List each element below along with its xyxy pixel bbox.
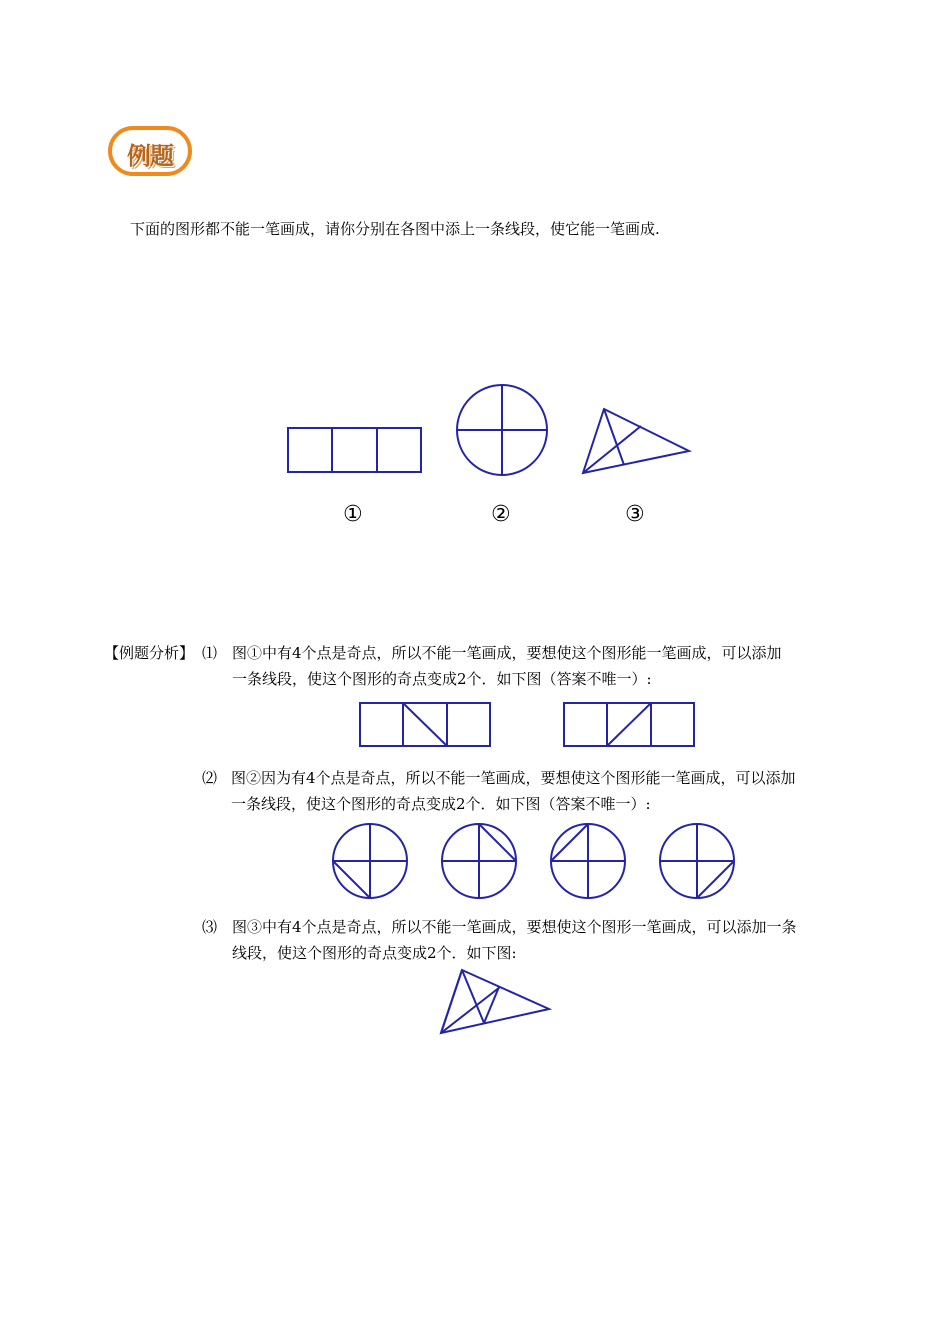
part-1-line-2: 一条线段，使这个图形的奇点变成2个．如下图（答案不唯一）: [232,670,652,688]
figure-label-2: ② [491,502,511,527]
part-2-line-1: 图②因为有4个点是奇点，所以不能一笔画成，要想使这个图形能一笔画成，可以添加 [231,769,796,787]
figure-1-rectangles [288,428,421,472]
part-1-line-1: 图①中有4个点是奇点，所以不能一笔画成，要想使这个图形能一笔画成，可以添加 [232,644,782,662]
problem-text: 下面的图形都不能一笔画成，请你分别在各图中添上一条线段，使它能一笔画成. [130,220,660,238]
answer-2-circle-c [551,824,625,898]
part-3-number: ⑶ [202,918,218,936]
answer-2-circle-b [442,824,516,898]
part-3-line-1: 图③中有4个点是奇点，所以不能一笔画成，要想使这个图形一笔画成，可以添加一条 [232,918,797,936]
analysis-heading: 【例题分析】 [104,644,195,662]
figure-3-triangle [583,409,689,473]
answer-2-circle-a [333,824,407,898]
answer-2-circle-d [660,824,734,898]
part-2-number: ⑵ [202,769,218,787]
part-1-number: ⑴ [202,644,218,662]
figure-label-3: ③ [625,502,645,527]
badge-label: 例题 [127,142,173,170]
figure-label-1: ① [343,502,363,527]
part-2-line-2: 一条线段，使这个图形的奇点变成2个．如下图（答案不唯一）: [231,795,651,813]
answer-1-figure-b [564,703,694,746]
part-3-line-2: 线段，使这个图形的奇点变成2个．如下图: [232,944,517,962]
figure-2-circle [457,385,547,475]
answer-3-triangle [441,970,549,1033]
answer-1-figure-a [360,703,490,746]
